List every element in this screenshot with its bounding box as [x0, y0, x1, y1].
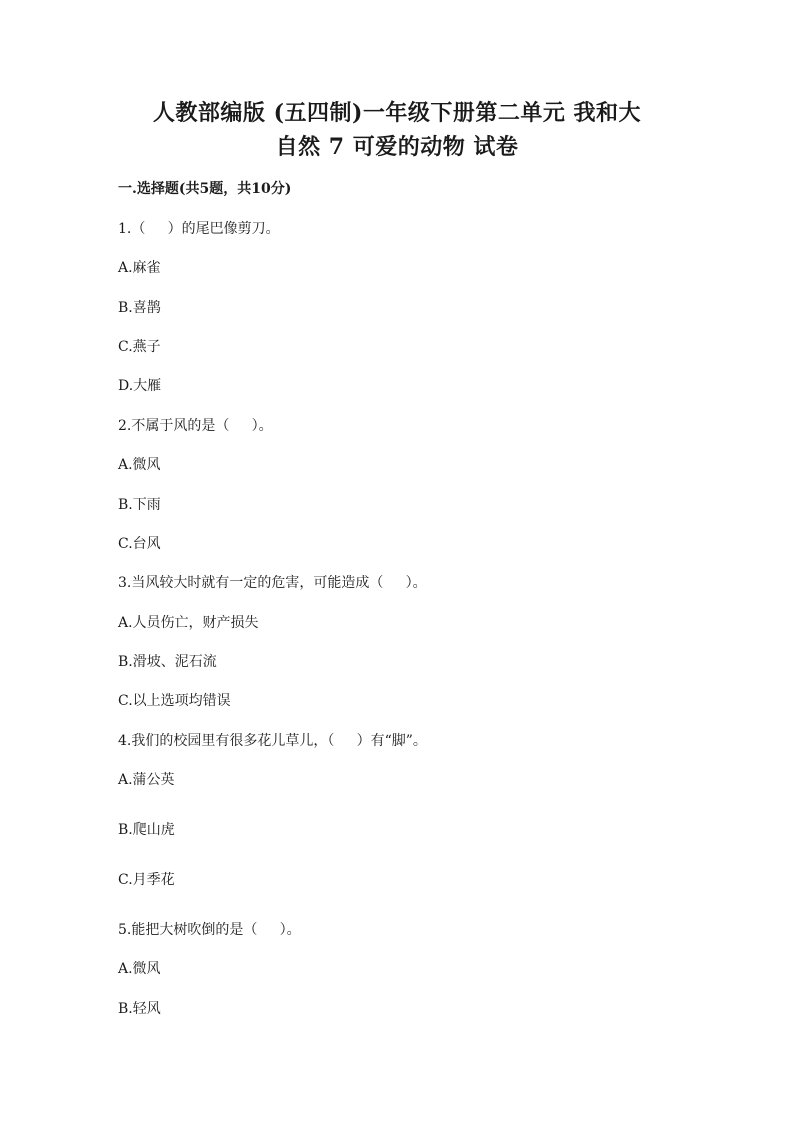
question-3-option-a: A.人员伤亡，财产损失 [118, 615, 259, 631]
page-title-line-2: 自然 7 可爱的动物 试卷 [275, 134, 519, 160]
question-4-option-c: C.月季花 [118, 872, 175, 888]
question-5-option-a: A.微风 [118, 961, 161, 977]
question-3-option-b: B.滑坡、泥石流 [118, 654, 217, 670]
question-5-option-b: B.轻风 [118, 1001, 161, 1017]
question-2-option-b: B.下雨 [118, 497, 161, 513]
section-heading: 一.选择题(共5题，共10分) [118, 181, 292, 197]
page-title-line-1: 人教部编版 (五四制)一年级下册第二单元 我和大 [152, 100, 642, 126]
question-1-option-a: A.麻雀 [118, 260, 161, 276]
question-5-stem: 5.能把大树吹倒的是（ ）。 [118, 922, 301, 938]
question-2-option-c: C.台风 [118, 536, 161, 552]
question-2-stem: 2.不属于风的是（ ）。 [118, 418, 273, 434]
question-4-option-b: B.爬山虎 [118, 822, 175, 838]
question-4-stem: 4.我们的校园里有很多花儿草儿，（ ）有“脚”。 [118, 733, 427, 749]
question-3-stem: 3.当风较大时就有一定的危害，可能造成（ ）。 [118, 575, 427, 591]
question-1-option-d: D.大雁 [118, 378, 162, 394]
question-4-option-a: A.蒲公英 [118, 772, 175, 788]
question-1-stem: 1.（ ）的尾巴像剪刀。 [118, 221, 280, 237]
question-1-option-c: C.燕子 [118, 339, 161, 355]
question-1-option-b: B.喜鹊 [118, 300, 161, 316]
question-3-option-c: C.以上选项均错误 [118, 693, 231, 709]
question-2-option-a: A.微风 [118, 457, 161, 473]
